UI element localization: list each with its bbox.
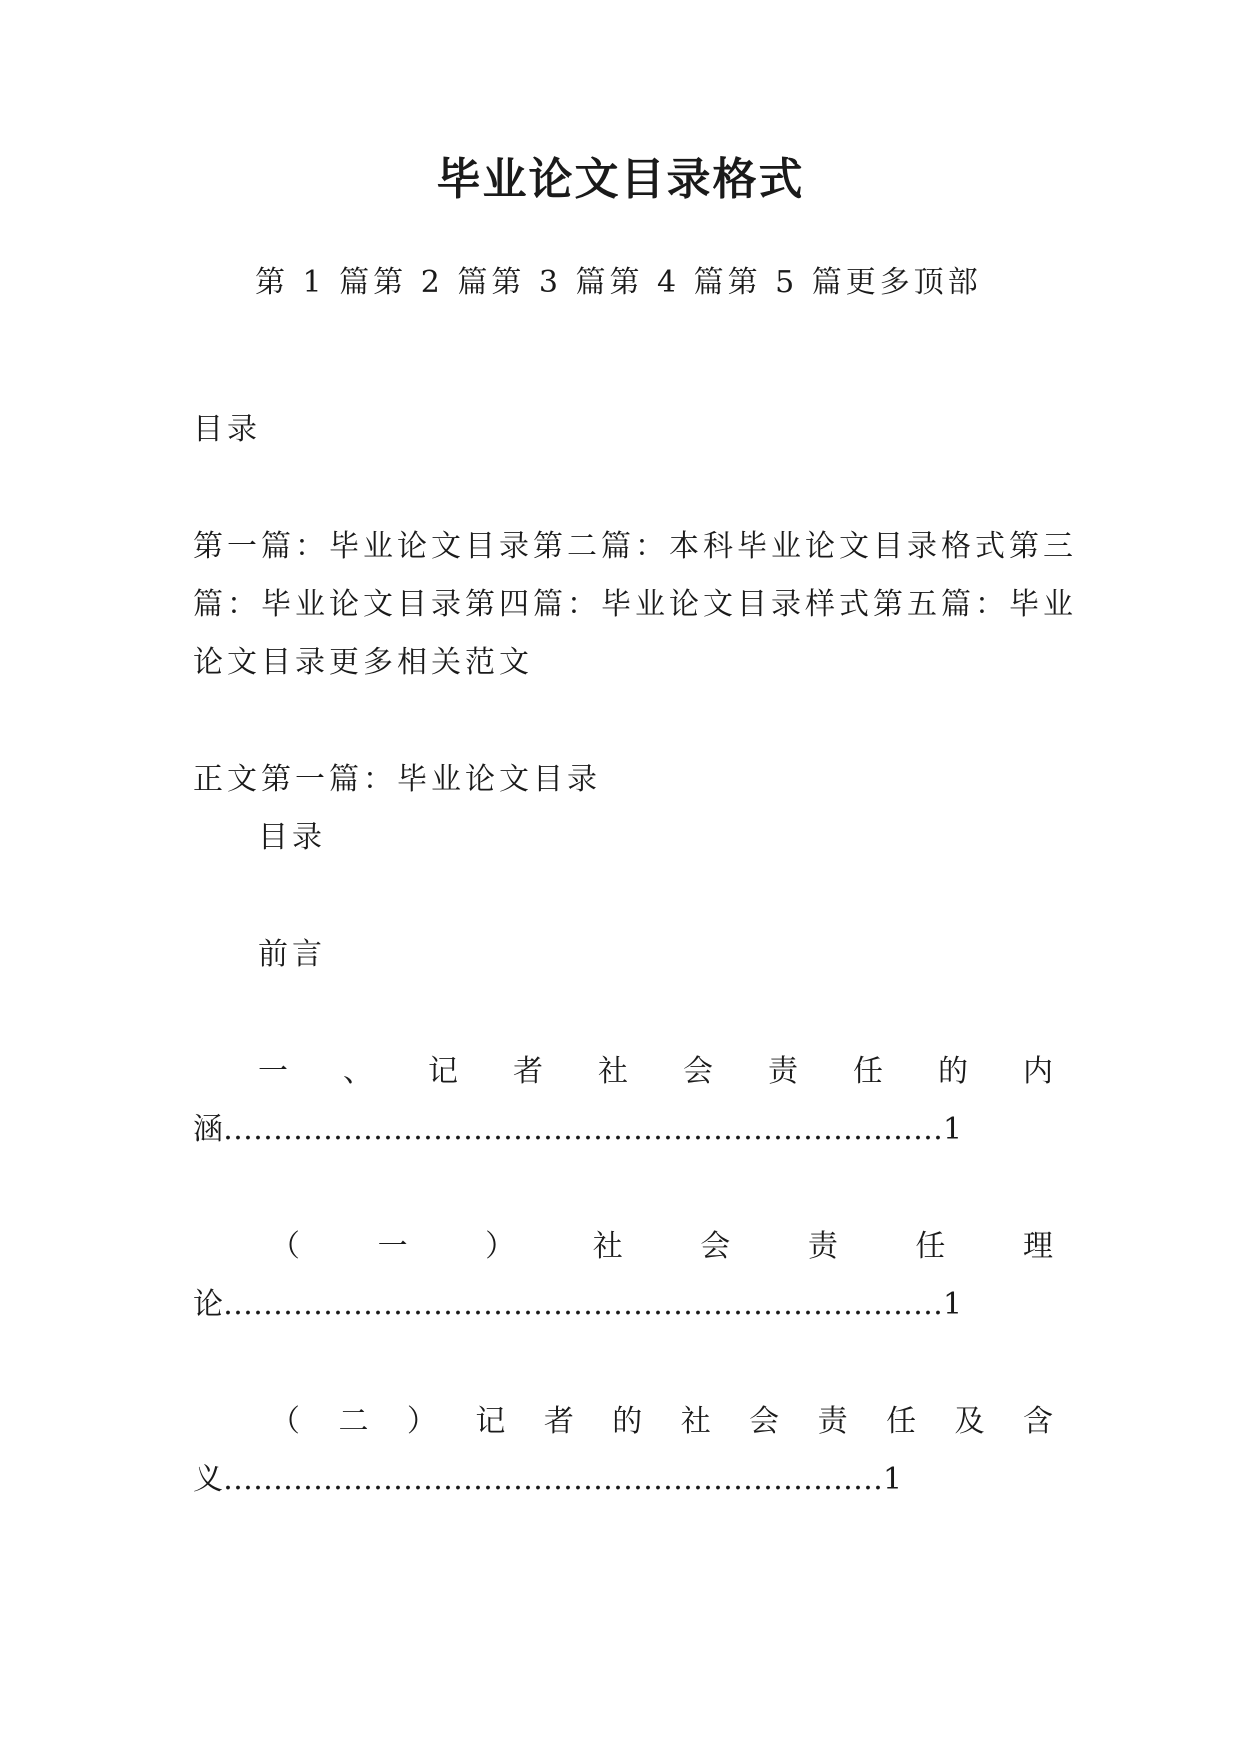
toc-entry-char: 社 [592,1229,623,1264]
toc-entry-char: （ [270,1404,300,1439]
toc-entry-char: 责 [768,1054,798,1089]
toc-list-line: 第一篇：毕业论文目录第二篇：本科毕业论文目录格式第三 [193,529,1077,564]
toc-entry-char: 的 [612,1404,643,1439]
toc-entry-char: 会 [700,1229,731,1264]
toc-entry-char: 任 [886,1404,917,1439]
toc-entry-row [258,1052,1053,1092]
body-heading: 正文第一篇：毕业论文目录 [193,762,601,797]
preface-entry: 前言 [258,937,326,972]
toc-entry-char: 社 [680,1404,711,1439]
article-nav: 第 1 篇第 2 篇第 3 篇第 4 篇第 5 篇更多顶部 [255,265,982,300]
toc-entry-char: 内 [1023,1054,1053,1089]
document-title: 毕业论文目录格式 [436,154,805,205]
toc-entry-char: 理 [1022,1229,1053,1264]
toc-entry-char: 一 [377,1229,408,1264]
toc-entry-char: 的 [938,1054,968,1089]
toc-entry-leader: 涵………………………………………………………………1 [193,1112,963,1147]
toc-entry-char: 一 [258,1054,288,1089]
toc-entry-char: 含 [1022,1404,1053,1439]
toc-entry-char: 者 [513,1054,543,1089]
toc-entry-char: ） [406,1404,437,1439]
toc-entry-char: 责 [807,1229,838,1264]
toc-entry-char: 社 [598,1054,628,1089]
toc-entry-char: 会 [749,1404,780,1439]
toc-entry-row [270,1402,1053,1442]
toc-entry-row [270,1227,1053,1267]
toc-entry-leader: 论………………………………………………………………1 [193,1287,963,1322]
toc-entry-leader: 义…………………………………………………………1 [193,1462,903,1497]
toc-entry-char: 及 [954,1404,985,1439]
toc-entry-char: 会 [683,1054,713,1089]
toc-entry-char: 者 [543,1404,574,1439]
toc-entry-char: 任 [915,1229,946,1264]
toc-entry-char: 任 [853,1054,883,1089]
toc-entry-char: 、 [343,1054,373,1089]
toc-heading: 目录 [193,412,261,447]
toc-entry-char: 二 [338,1404,369,1439]
inner-toc-heading: 目录 [258,820,326,855]
toc-entry-char: 责 [817,1404,848,1439]
toc-list-line: 篇：毕业论文目录第四篇：毕业论文目录样式第五篇：毕业 [193,587,1077,622]
toc-entry-char: 记 [475,1404,506,1439]
toc-entry-char: ） [485,1229,516,1264]
toc-entry-char: （ [270,1229,300,1264]
toc-list-line: 论文目录更多相关范文 [193,645,533,680]
toc-entry-char: 记 [428,1054,458,1089]
